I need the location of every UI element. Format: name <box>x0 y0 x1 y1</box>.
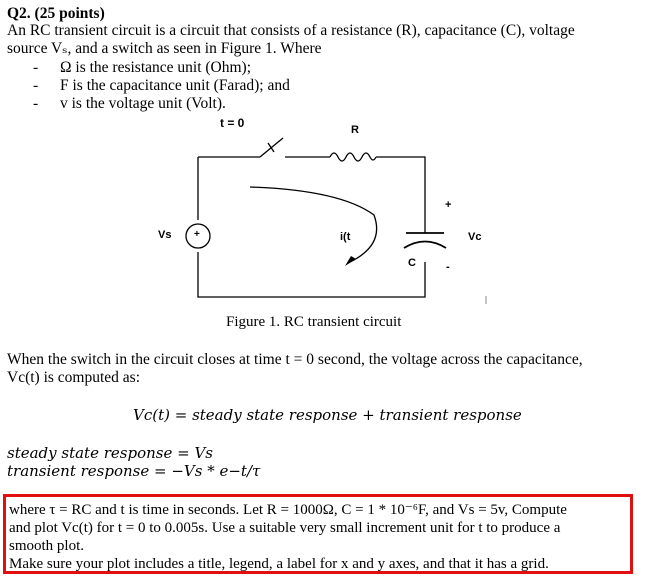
task-line-1: where τ = RC and t is time in seconds. Let R = 1000Ω, C = 1 * 10⁻⁶F, and Vs = 5v, Compute <box>9 502 567 518</box>
source-plus: + <box>194 229 200 240</box>
bullet-farad: F is the capacitance unit (Farad); and <box>60 77 290 94</box>
figure-caption: Figure 1. RC transient circuit <box>226 314 402 330</box>
question-heading: Q2. (25 points) <box>7 5 105 22</box>
task-line-3: smooth plot. <box>9 538 85 554</box>
bullet-marker: - <box>33 59 39 76</box>
source-label: Vs <box>158 229 172 241</box>
task-highlight-box <box>3 494 633 574</box>
vc-minus: - <box>446 261 450 273</box>
vc-plus: + <box>445 199 452 211</box>
bullet-volt: v is the voltage unit (Volt). <box>60 95 226 112</box>
wire-bottom <box>198 252 425 297</box>
current-arrow-head <box>345 256 356 266</box>
capacitor-plate-bottom <box>404 242 446 249</box>
switch-label: t = 0 <box>220 116 245 130</box>
bullet-ohm: Ω is the resistance unit (Ohm); <box>60 59 252 76</box>
body-line-1: When the switch in the circuit closes at time t = 0 second, the voltage across the capacitance, <box>7 351 583 368</box>
bullet-marker: - <box>33 95 39 112</box>
resistor-symbol <box>330 153 376 161</box>
transient-equation: transient response = −Vs * e−t/τ <box>7 462 261 480</box>
current-label: i(t <box>340 231 351 243</box>
wire-right <box>376 157 425 233</box>
resistor-label: R <box>351 124 359 136</box>
task-line-2: and plot Vc(t) for t = 0 to 0.005s. Use a suitable very small increment unit for t to produce a <box>9 520 561 536</box>
main-equation: Vc(t) = steady state response + transient response <box>133 406 522 424</box>
switch-mark <box>268 143 274 152</box>
body-line-2: Vc(t) is computed as: <box>7 369 141 386</box>
current-arrow-arc <box>250 187 377 262</box>
intro-line-1: An RC transient circuit is a circuit that consists of a resistance (R), capacitance (C), voltage <box>7 22 575 39</box>
intro-line-2: source Vₛ, and a switch as seen in Figure 1. Where <box>7 40 322 57</box>
task-line-4: Make sure your plot includes a title, legend, a label for x and y axes, and that it has a grid. <box>9 556 549 572</box>
capacitor-label: C <box>408 257 416 269</box>
bullet-marker: - <box>33 77 39 94</box>
vc-label: Vc <box>468 231 482 243</box>
steady-state-equation: steady state response = Vs <box>7 444 213 462</box>
